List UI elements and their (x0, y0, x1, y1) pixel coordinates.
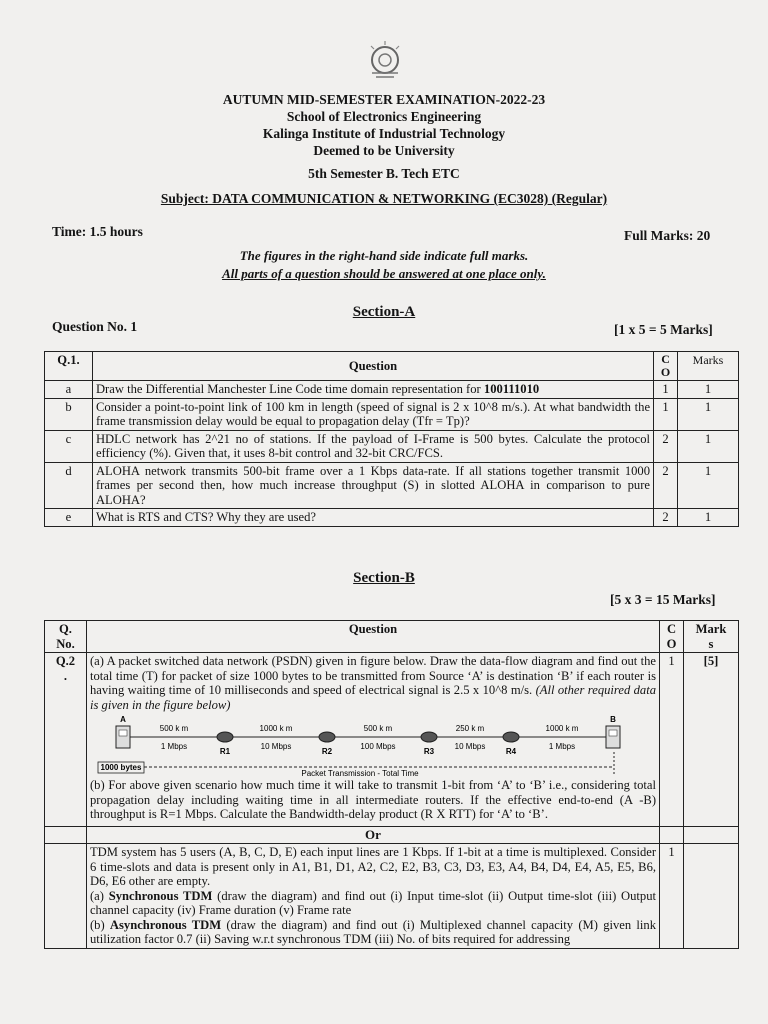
col-co: C O (654, 352, 678, 381)
router-icon (319, 732, 335, 742)
section-a-title: Section-A (352, 304, 416, 320)
row-co: 2 (654, 462, 678, 509)
question-text: Draw the Differential Manchester Line Code time domain representation for 100111010 (92, 381, 653, 399)
router-icon (421, 732, 437, 742)
table-header-row (45, 352, 739, 381)
row-co: 1 (660, 844, 684, 949)
row-marks: [5] (684, 653, 739, 827)
host-a-label: A (120, 715, 126, 724)
tdm-intro: TDM system has 5 users (A, B, C, D, E) each input lines are 1 Kbps. If 1-bit at a time is multiplexed. Consider 6 time-slots and data is present only in A1, B1, D1, A2, C2, E2, B3, C3, D3, E3, A4, B4, D4, E4, A5, E5, B6, D6, E6 other are empty. (89, 845, 657, 888)
col-marks: Mark s (684, 621, 739, 653)
section-b-marks: [5 x 3 = 15 Marks] (610, 592, 716, 607)
link-rate: 100 Mbps (360, 742, 396, 751)
university-logo (362, 40, 408, 86)
section-a-marks: [1 x 5 = 5 Marks] (614, 322, 713, 337)
link-rate: 1 Mbps (548, 742, 576, 751)
col-co: C O (660, 621, 684, 653)
table-row (45, 398, 739, 430)
question-text: ALOHA network transmits 500-bit frame over a 1 Kbps data-rate. If all stations together transmit 1000 frames per second then, how much increase throughput (S) in slotted ALOHA in comparison to pure ALOHA? (92, 462, 653, 509)
question-text: HDLC network has 2^21 no of stations. If the payload of I-Frame is 500 bytes. Calculate the protocol efficiency (%). Given that, it uses 8-bit control and 32-bit CRC/FCS. (92, 430, 653, 462)
link-distance: 1000 k m (259, 724, 293, 733)
link-distance: 1000 k m (545, 724, 579, 733)
col-q-number: Q.1. (45, 352, 93, 381)
row-marks: 1 (678, 462, 739, 509)
row-id: c (45, 430, 93, 462)
router-label: R2 (321, 747, 333, 756)
table-row-tdm (45, 844, 739, 949)
question-text: (a) A packet switched data network (PSDN) given in figure below. Draw the data-flow diagram and find out the total time (T) for packet of size 1000 bytes to be transmitted from Source ‘A’ is destination ‘B’ if each router is having waiting time of 10 milliseconds and speed of electrical signal is 2.5 x 10^8 m/s. (All other required data is given in the figure below) A B R1 R2 R3 R4 500 k m 1000 k m 500 k m 250 k m 1000 k m 1 Mbps 10 Mbps 100 Mbps 10 Mbps 1 Mbps 1000 bytes Packet Transmission - Total Time (b) For above given scenario how much time it will take to transmit 1-bit from ‘A’ to ‘B’ i.e., considering total propagation delay including waiting time in all intermediate routers. If the effective end-to-end (A -B) throughput is R=1 Mbps. Calculate the Bandwidth-delay product (R X RTT) for ‘A’ to ‘B’. (86, 653, 659, 827)
or-label: Or (86, 826, 659, 844)
timeline-caption: Packet Transmission - Total Time (301, 769, 419, 778)
table-row-q2 (45, 653, 739, 827)
subject-line: Subject: DATA COMMUNICATION & NETWORKING (EC3028) (Regular) (160, 191, 608, 206)
row-id: Q.2 . (45, 653, 87, 827)
host-b-icon (606, 726, 620, 748)
link-rate: 10 Mbps (454, 742, 486, 751)
row-co: 1 (654, 381, 678, 399)
table-row (45, 430, 739, 462)
tdm-part-b: (b) Asynchronous TDM (draw the diagram) and find out (i) Multiplexed channel capacity (M) given link utilization factor 0.7 (ii) Saving w.r.t synchronous TDM (iii) No. of bits required for addressing (89, 917, 657, 946)
semester: 5th Semester B. Tech ETC (308, 166, 460, 181)
table-row (45, 509, 739, 527)
row-marks: 1 (678, 509, 739, 527)
router-label: R1 (219, 747, 231, 756)
col-question: Question (92, 352, 653, 381)
exam-title: AUTUMN MID-SEMESTER EXAMINATION-2022-23 (222, 92, 546, 107)
row-co: 1 (660, 653, 684, 827)
section-b-table (44, 620, 739, 949)
row-co: 2 (654, 430, 678, 462)
col-q-number: Q. No. (45, 621, 87, 653)
table-row (45, 462, 739, 509)
institute-name: Kalinga Institute of Industrial Technology (262, 126, 506, 141)
tdm-part-a: (a) Synchronous TDM (draw the diagram) and find out (i) Input time-slot (ii) Output time-slot (iii) Output channel capacity (iv) Frame duration (v) Frame rate (89, 888, 657, 917)
row-marks: 1 (678, 398, 739, 430)
exam-time: Time: 1.5 hours (52, 224, 143, 239)
row-marks: 1 (678, 430, 739, 462)
router-label: R4 (505, 747, 517, 756)
row-marks: 1 (678, 381, 739, 399)
col-question: Question (86, 621, 659, 653)
question-text (86, 844, 659, 949)
instruction-figures: The figures in the right-hand side indicate full marks. (239, 248, 529, 263)
section-a-table (44, 351, 739, 527)
link-rate: 1 Mbps (160, 742, 188, 751)
row-id: a (45, 381, 93, 399)
question-text: Consider a point-to-point link of 100 km in length (speed of signal is 2 x 10^8 m/s.). At what bandwidth the frame transmission delay would be equal to propagation delay (Tfr = Tp)? (92, 398, 653, 430)
network-figure (90, 712, 656, 778)
host-b-label: B (610, 715, 616, 724)
school-name: School of Electronics Engineering (286, 109, 482, 124)
section-b-title: Section-B (353, 570, 415, 586)
row-id: e (45, 509, 93, 527)
col-marks: Marks (678, 352, 739, 381)
router-icon (503, 732, 519, 742)
row-id: d (45, 462, 93, 509)
question-text: What is RTS and CTS? Why they are used? (92, 509, 653, 527)
full-marks: Full Marks: 20 (624, 228, 711, 243)
table-header-row (45, 621, 739, 653)
university-name: Deemed to be University (313, 143, 455, 158)
link-distance: 250 k m (455, 724, 485, 733)
table-row (45, 381, 739, 399)
q2b-text: (b) For above given scenario how much time it will take to transmit 1-bit from ‘A’ to ‘B’ i.e., considering total propagation delay including waiting time in all intermediate routers. If the effective end-to-end (A -B) throughput is R=1 Mbps. Calculate the Bandwidth-delay product (R X RTT) for ‘A’ to ‘B’. (89, 778, 657, 821)
packet-size-label: 1000 bytes (100, 763, 142, 772)
row-co: 1 (654, 398, 678, 430)
row-id: b (45, 398, 93, 430)
instruction-answer-place: All parts of a question should be answered at one place only. (222, 266, 546, 281)
router-icon (217, 732, 233, 742)
link-distance: 500 k m (363, 724, 393, 733)
host-a-icon (116, 726, 130, 748)
or-row (45, 826, 739, 844)
link-distance: 500 k m (159, 724, 189, 733)
question-number-label: Question No. 1 (52, 319, 138, 334)
router-label: R3 (423, 747, 435, 756)
row-co: 2 (654, 509, 678, 527)
link-rate: 10 Mbps (260, 742, 292, 751)
